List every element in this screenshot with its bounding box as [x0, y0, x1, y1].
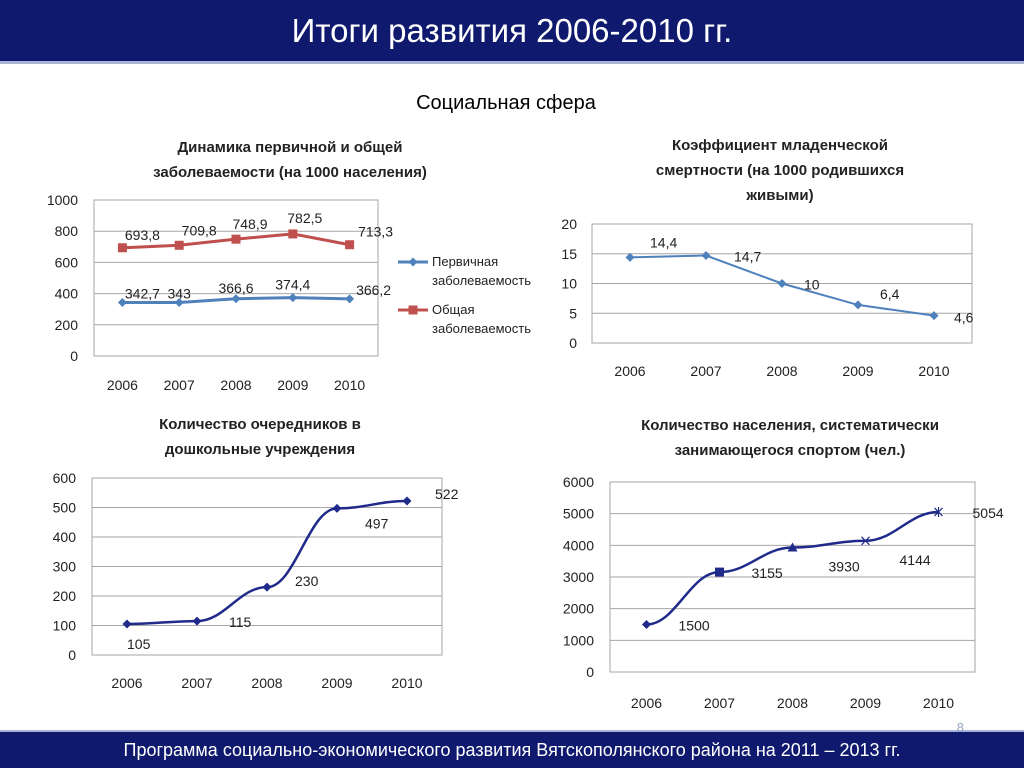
- chart-3-title-line-2: дошкольные учреждения: [164, 441, 356, 458]
- chart-3-data-label: 497: [365, 515, 389, 532]
- chart-2-x-tick: 2008: [766, 363, 798, 379]
- chart-2-series-1-point: [930, 311, 939, 320]
- chart-1-data-label: 693,8: [124, 226, 160, 243]
- chart-4-y-tick: 6000: [562, 474, 594, 490]
- chart-1-series-2-point: [232, 235, 241, 244]
- chart-4-data-label: 4144: [899, 551, 931, 568]
- chart-1-x-tick: 2007: [163, 377, 195, 393]
- chart-1-series-1-point: [345, 294, 354, 303]
- chart-2-data-label: 4,6: [954, 309, 974, 326]
- chart-2-y-tick: 15: [561, 245, 577, 262]
- chart-1-data-label: 366,2: [356, 281, 392, 298]
- chart-3-series-1-point: [333, 504, 342, 513]
- chart-4-series-1-point: [642, 620, 651, 629]
- legend-2-label: заболеваемость: [432, 321, 532, 336]
- chart-4-series-1-line: [647, 512, 939, 625]
- page-number: 8: [956, 720, 964, 735]
- chart-2-title-line-2: смертности (на 1000 родившихся: [655, 162, 905, 179]
- chart-2-x-tick: 2006: [614, 363, 646, 379]
- chart-3-x-tick: 2009: [321, 675, 353, 691]
- chart-2-y-tick: 20: [561, 216, 577, 232]
- chart-2-series-1-point: [854, 300, 863, 309]
- chart-3-y-tick: 600: [52, 470, 76, 486]
- chart-3-x-tick: 2008: [251, 675, 283, 691]
- chart-1-y-tick: 1000: [46, 192, 78, 208]
- chart-4-y-tick: 5000: [562, 505, 594, 522]
- chart-2-series-1-point: [702, 251, 711, 260]
- chart-2-x-tick: 2009: [842, 363, 874, 379]
- chart-2-data-label: 14,4: [650, 234, 678, 251]
- chart-1-data-label: 343: [167, 285, 191, 302]
- chart-1-y-tick: 800: [54, 223, 78, 240]
- chart-1-data-label: 342,7: [124, 285, 160, 302]
- chart-1-series-2-point: [345, 240, 354, 249]
- chart-4-title-line-2: занимающегося спортом (чел.): [674, 442, 906, 459]
- legend-2-label: Общая: [432, 302, 475, 317]
- chart-4-data-label: 3930: [828, 558, 860, 575]
- chart-2-title-line-3: живыми): [746, 187, 814, 204]
- chart-4-y-tick: 3000: [562, 569, 594, 585]
- legend-1-label: Первичная: [432, 254, 499, 269]
- chart-4-title-line-1: Количество населения, систематически: [641, 417, 939, 434]
- footer-bar: [0, 720, 1024, 768]
- chart-3-y-tick: 500: [52, 499, 76, 516]
- chart-1-y-tick: 600: [54, 254, 78, 271]
- footer-text: Программа социально-экономического развития Вятскополянского района на 2011 – 2013 гг.: [123, 740, 901, 760]
- chart-3-y-tick: 400: [52, 529, 76, 545]
- chart-1-x-tick: 2009: [277, 377, 309, 393]
- chart-3-series-1-point: [123, 620, 132, 629]
- chart-1-y-tick: 0: [70, 348, 78, 364]
- chart-1-title-line-2: заболеваемости (на 1000 населения): [153, 164, 427, 181]
- chart-3-data-label: 105: [127, 636, 151, 653]
- chart-1-series-1-point: [288, 293, 297, 302]
- chart-2-y-tick: 10: [561, 275, 577, 292]
- chart-4-data-label: 3155: [751, 565, 783, 582]
- chart-4-y-tick: 1000: [562, 632, 594, 649]
- chart-1-data-label: 374,4: [275, 276, 311, 293]
- chart-1-data-label: 709,8: [181, 222, 217, 239]
- chart-1-series-2-point: [288, 229, 297, 238]
- chart-4-y-tick: 0: [586, 664, 594, 680]
- chart-4-x-tick: 2006: [630, 695, 663, 711]
- chart-1-x-tick: 2010: [334, 377, 366, 393]
- chart-2-x-tick: 2010: [918, 363, 950, 379]
- chart-3-x-tick: 2006: [111, 675, 143, 691]
- chart-3-series-1-point: [263, 583, 272, 592]
- legend-1-label: заболеваемость: [432, 273, 532, 288]
- chart-3-title-line-1: Количество очередников в: [159, 416, 361, 433]
- chart-3-y-tick: 300: [52, 558, 76, 575]
- chart-3-y-tick: 0: [68, 647, 76, 663]
- chart-4-data-label: 1500: [678, 617, 710, 634]
- slide-title: Итоги развития 2006-2010 гг.: [291, 12, 733, 49]
- chart-4-y-tick: 4000: [562, 537, 594, 554]
- chart-1-data-label: 748,9: [232, 216, 268, 233]
- chart-3-series-1-point: [403, 497, 412, 506]
- chart-2-data-label: 14,7: [734, 248, 762, 265]
- chart-3-x-tick: 2010: [391, 675, 423, 691]
- chart-3-y-tick: 100: [52, 617, 76, 634]
- chart-1-x-tick: 2008: [220, 377, 252, 393]
- chart-3-data-label: 230: [295, 573, 319, 590]
- chart-2-series-1-point: [778, 279, 787, 288]
- chart-4-x-tick: 2010: [922, 695, 955, 711]
- section-subtitle: Социальная сфера: [416, 92, 596, 114]
- legend-1-marker: [409, 258, 418, 267]
- chart-2-title-line-1: Коэффициент младенческой: [671, 137, 888, 154]
- chart-3-y-tick: 200: [52, 588, 76, 604]
- chart-3-data-label: 115: [229, 614, 252, 631]
- legend-2-marker: [409, 306, 418, 315]
- chart-3-data-label: 522: [435, 486, 459, 503]
- chart-2-y-tick: 5: [569, 305, 577, 322]
- chart-3-x-tick: 2007: [181, 675, 213, 691]
- chart-1-series-2-point: [175, 241, 184, 250]
- chart-1-x-tick: 2006: [106, 377, 138, 393]
- chart-1-title-line-1: Динамика первичной и общей: [177, 139, 403, 156]
- chart-4-x-tick: 2007: [703, 695, 736, 711]
- chart-4-x-tick: 2009: [849, 695, 882, 711]
- chart-1-series-2-point: [118, 243, 127, 252]
- chart-4-data-label: 5054: [972, 504, 1004, 521]
- chart-2-x-tick: 2007: [690, 363, 722, 379]
- chart-1-y-tick: 400: [54, 285, 78, 302]
- chart-1-data-label: 782,5: [287, 209, 323, 226]
- chart-4-series-1-point: [715, 568, 724, 577]
- chart-4-y-tick: 2000: [562, 600, 594, 617]
- chart-1-y-tick: 200: [54, 316, 78, 333]
- chart-4-x-tick: 2008: [776, 695, 809, 711]
- chart-1-data-label: 366,6: [218, 279, 254, 296]
- chart-3-series-1-point: [193, 617, 202, 626]
- chart-2-data-label: 6,4: [880, 285, 900, 302]
- chart-2-y-tick: 0: [569, 335, 577, 351]
- chart-1-data-label: 713,3: [358, 223, 394, 240]
- chart-2-data-label: 10: [804, 276, 820, 293]
